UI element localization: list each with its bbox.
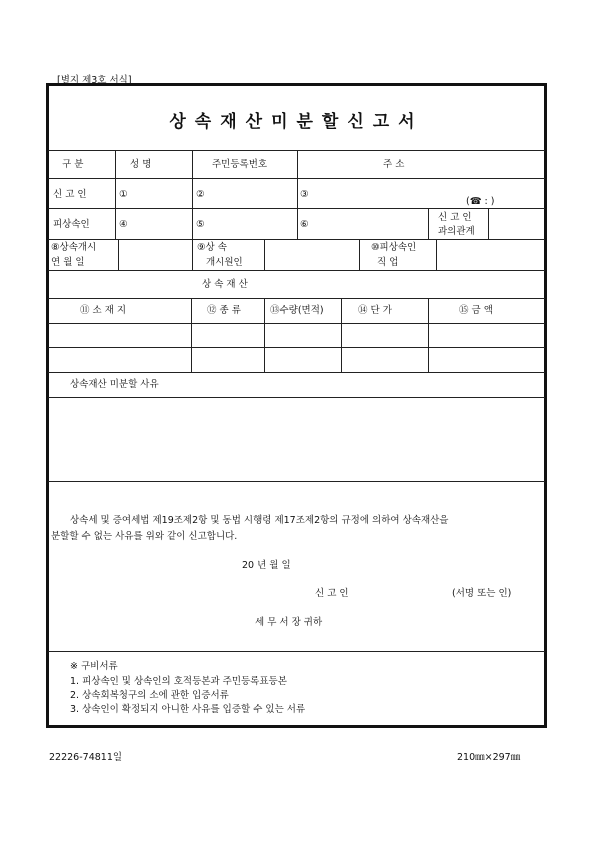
mark-3: ③ (300, 189, 309, 200)
estate-col-quantity: ⑬수량(면적) (270, 305, 324, 316)
estate-col-unit-price: ⑭ 단 가 (358, 305, 392, 316)
vrule (488, 208, 489, 239)
reporter-label: 신 고 인 (53, 189, 87, 200)
rule-estate-row-2 (48, 372, 545, 373)
header-category: 구 분 (62, 159, 84, 170)
attachment-item: 1. 피상속인 및 상속인의 호적등본과 주민등록표등본 (70, 676, 287, 687)
vrule (115, 208, 116, 239)
mark-6: ⑥ (300, 219, 309, 230)
vrule (115, 150, 116, 208)
vrule (118, 239, 119, 270)
estate-col-location: ⑪ 소 재 지 (80, 305, 127, 316)
rule-under-decedent (48, 239, 545, 240)
start-cause-label-line2: 개시원인 (206, 257, 243, 268)
statement-line-2: 분할할 수 없는 사유를 위와 같이 신고합니다. (51, 531, 238, 542)
statement-line-1: 상속세 및 증여세법 제19조제2항 및 동법 시행령 제17조제2항의 규정에 의하여 상속재산을 (70, 515, 449, 526)
rule-under-estate-columns (48, 323, 545, 324)
rule-under-reason-label (48, 397, 545, 398)
report-date: 20 년 월 일 (242, 560, 291, 571)
mark-5: ⑤ (196, 219, 205, 230)
form-code: 22226-74811일 (49, 752, 123, 763)
vrule (191, 298, 192, 372)
decedent-job-label-line1: ⑩피상속인 (371, 242, 417, 253)
form-number-tag: [별지 제3호 서식] (57, 75, 132, 86)
vrule (341, 298, 342, 372)
vrule (192, 150, 193, 239)
estate-col-type: ⑫ 종 류 (207, 305, 241, 316)
start-date-label-line2: 연 월 일 (51, 257, 85, 268)
vrule (359, 239, 360, 270)
mark-2: ② (196, 189, 205, 200)
start-cause-label-line1: ⑨상 속 (197, 242, 227, 253)
rule-under-estate-heading (48, 298, 545, 299)
sign-note: (서명 또는 인) (452, 588, 512, 599)
mark-4: ④ (119, 219, 128, 230)
attachment-item: 3. 상속인이 확정되지 아니한 사유를 입증할 수 있는 서류 (70, 704, 306, 715)
relation-label-line2: 과의관계 (438, 226, 475, 237)
decedent-job-label-line2: 직 업 (377, 257, 399, 268)
header-name: 성 명 (130, 159, 152, 170)
vrule (264, 239, 265, 270)
mark-1: ① (119, 189, 128, 200)
vrule (436, 239, 437, 270)
rule-under-start-row (48, 270, 545, 271)
vrule (192, 239, 193, 270)
rule-estate-row-1 (48, 347, 545, 348)
start-date-label-line1: ⑧상속개시 (51, 242, 97, 253)
attachments-heading: ※ 구비서류 (70, 661, 118, 672)
vrule (428, 298, 429, 372)
form-title: 상속재산미분할신고서 (169, 112, 424, 132)
vrule (297, 150, 298, 239)
estate-heading: 상 속 재 산 (202, 279, 248, 290)
addressee: 세 무 서 장 귀하 (255, 617, 323, 628)
reason-label: 상속재산 미분할 사유 (70, 379, 159, 390)
attachment-item: 2. 상속회복청구의 소에 관한 입증서류 (70, 690, 229, 701)
vrule (428, 208, 429, 239)
signer-label: 신 고 인 (315, 588, 349, 599)
vrule (264, 298, 265, 372)
header-address: 주 소 (383, 159, 405, 170)
header-rrn: 주민등록번호 (212, 159, 268, 170)
phone-field: (☎ : ) (466, 196, 495, 207)
paper-size: 210㎜×297㎜ (457, 752, 521, 763)
rule-above-attachments (48, 651, 545, 652)
estate-col-amount: ⑮ 금 액 (459, 305, 493, 316)
relation-label-line1: 신 고 인 (438, 212, 472, 223)
decedent-label: 피상속인 (53, 219, 90, 230)
rule-under-reason-area (48, 481, 545, 482)
